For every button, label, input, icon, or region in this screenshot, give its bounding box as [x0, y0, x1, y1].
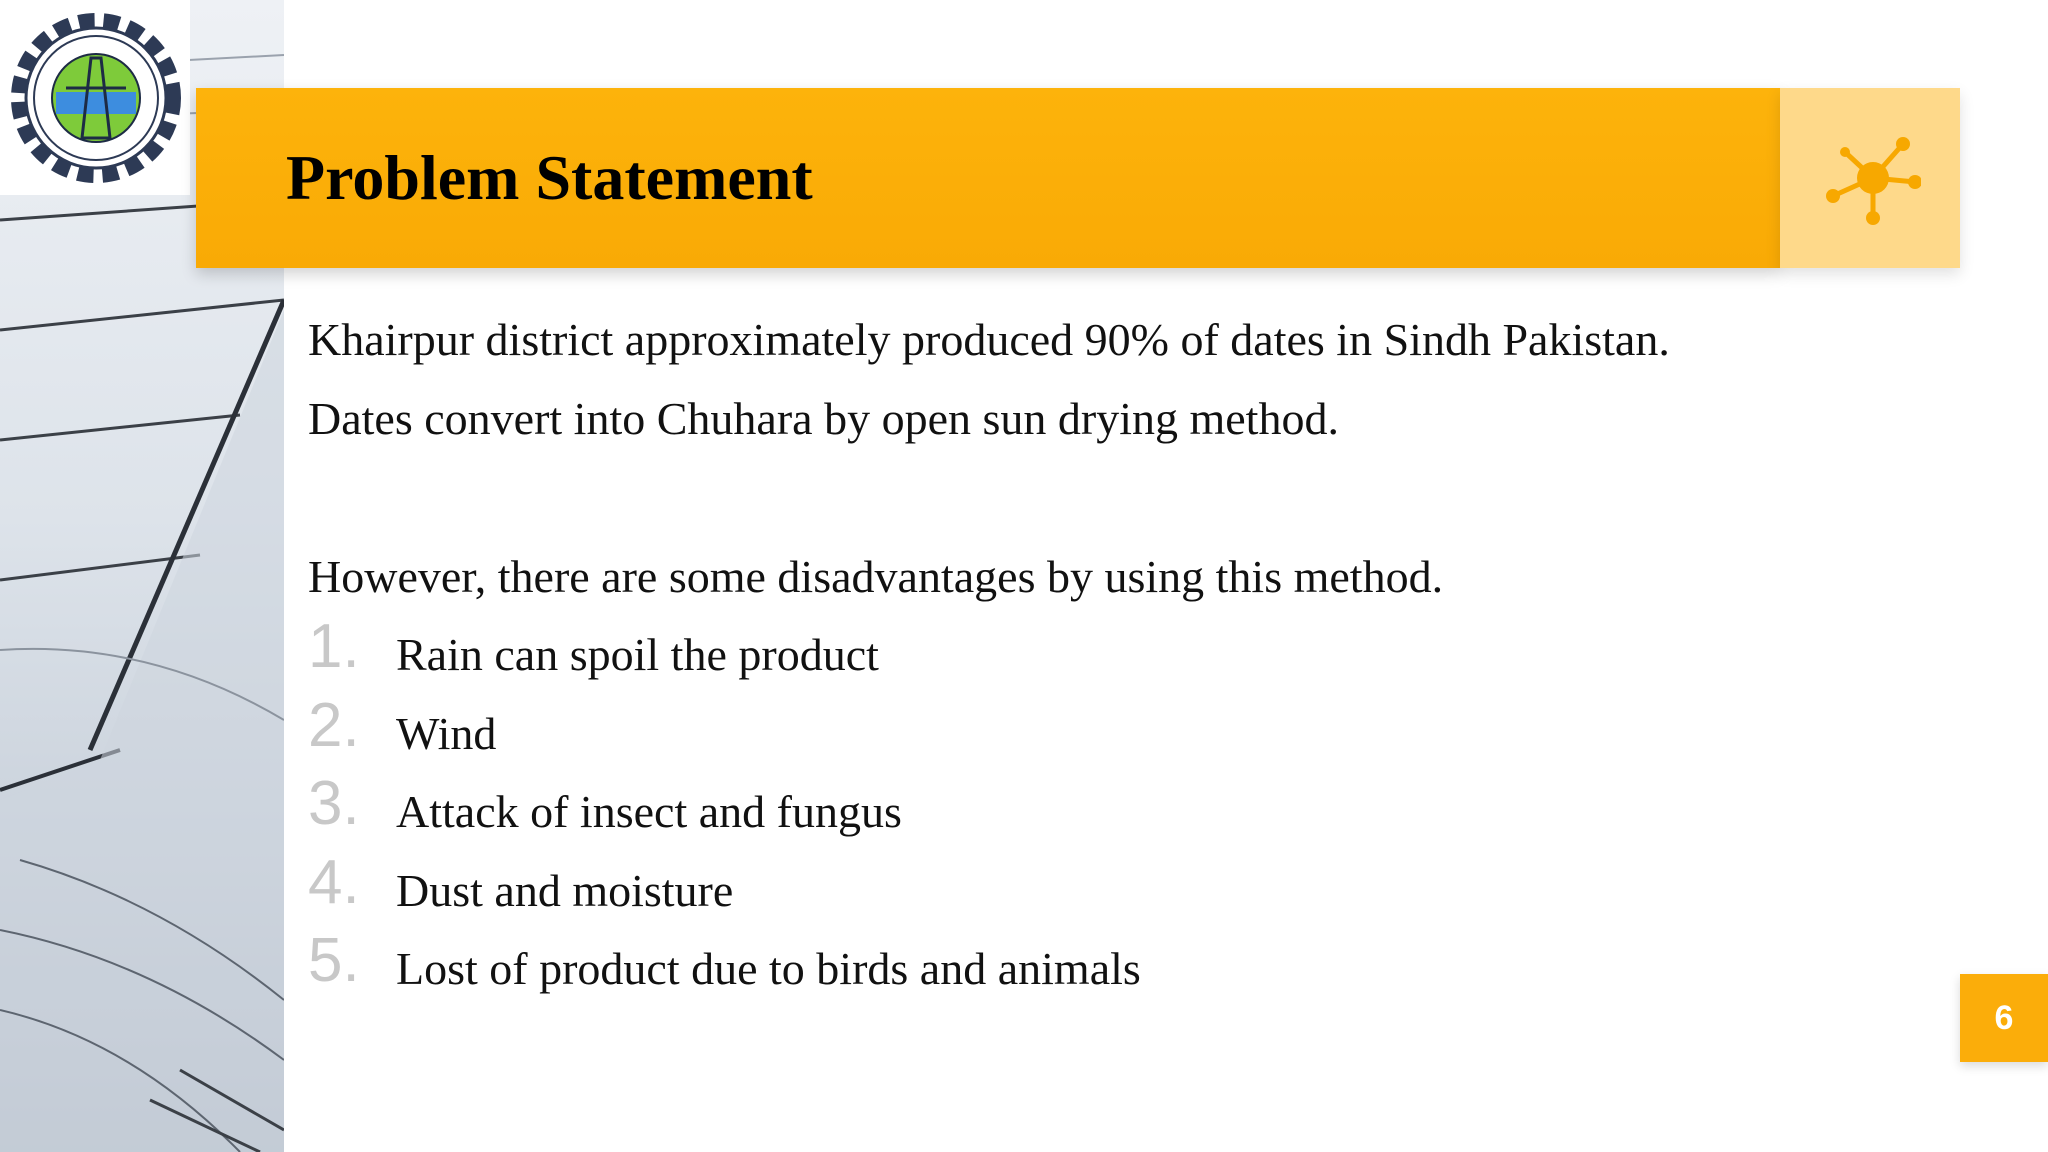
list-number: 5.	[308, 926, 360, 995]
list-number: 2.	[308, 690, 360, 760]
list-text: Attack of insect and fungus	[396, 786, 902, 837]
title-icon-box	[1780, 88, 1960, 268]
list-item	[308, 847, 1908, 931]
body-paragraph-1: Khairpur district approximately produced 90% of dates in Sindh Pakistan.	[308, 314, 1670, 365]
disadvantages-intro: However, there are some disadvantages by using this method.	[308, 551, 1444, 602]
list-item	[308, 690, 1908, 774]
list-item	[308, 769, 1908, 852]
slide-title: Problem Statement	[286, 142, 813, 213]
list-text: Wind	[396, 707, 497, 759]
page-number-badge: 6	[1960, 974, 2048, 1062]
list-text: Dust and moisture	[396, 864, 734, 916]
network-hub-icon	[1825, 130, 1921, 226]
body-paragraph-2: Dates convert into Chuhara by open sun drying method.	[308, 393, 1339, 444]
title-bar	[196, 88, 1780, 268]
disadvantages-list	[308, 612, 1908, 1009]
list-text: Rain can spoil the product	[396, 629, 879, 680]
list-item	[308, 612, 1908, 695]
list-number: 1.	[308, 612, 360, 681]
list-number: 3.	[308, 769, 360, 838]
list-number: 4.	[308, 847, 360, 917]
list-text: Lost of product due to birds and animals	[396, 943, 1141, 994]
slide-body	[308, 300, 1908, 1009]
university-logo	[0, 0, 190, 195]
list-item	[308, 926, 1908, 1009]
university-gear-logo-icon	[4, 6, 188, 190]
